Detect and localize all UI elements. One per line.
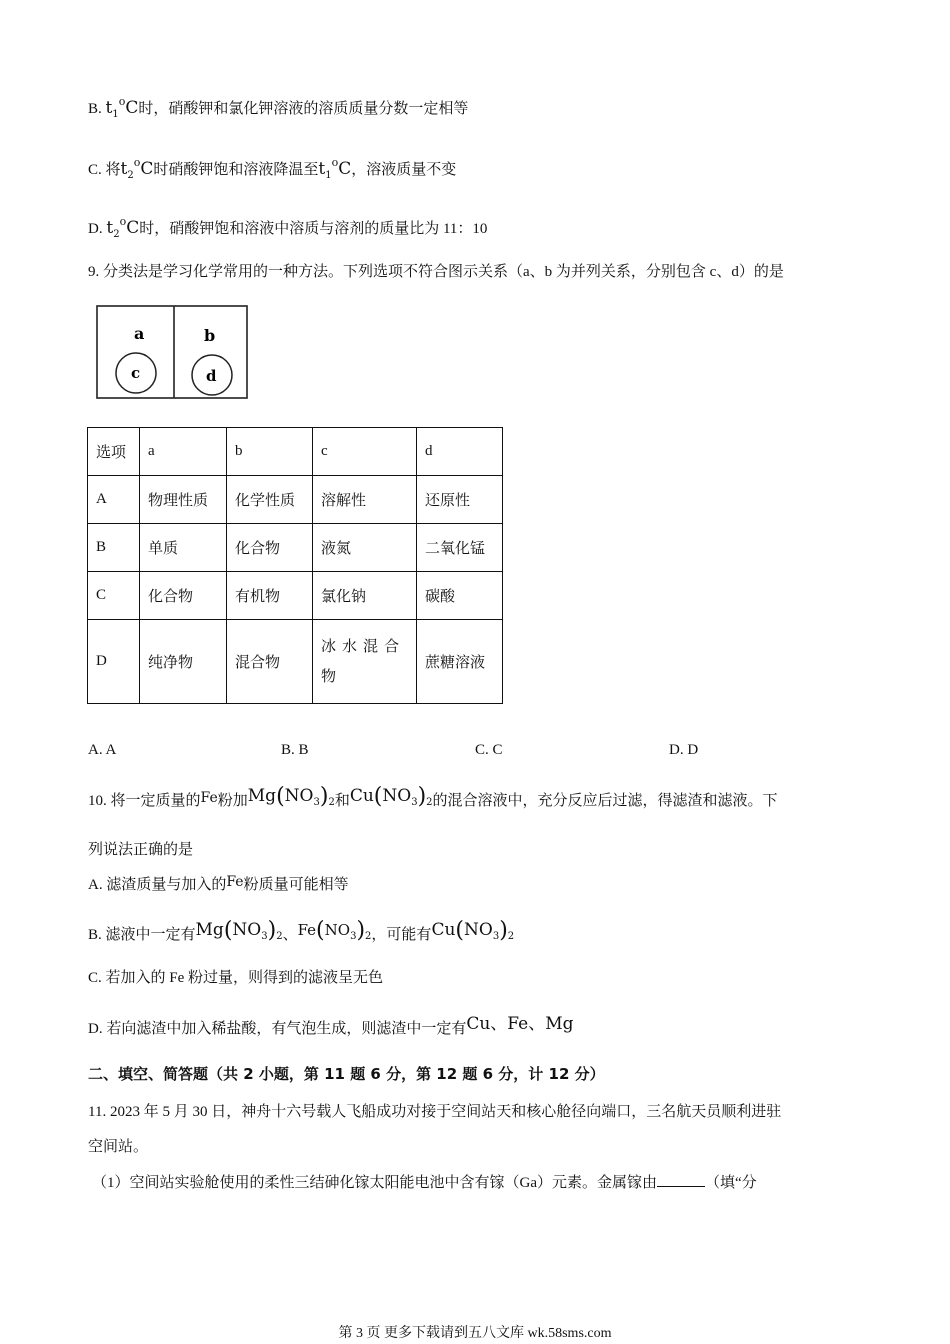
subscript: 3 [411,797,418,808]
option-text: A. 滤渣质量与加入的 [88,877,227,893]
q10-option-b[interactable] [88,920,514,947]
element-symbol: Mg [195,920,224,940]
temperature-t2 [120,156,154,181]
option-label: C. 将 [88,162,121,178]
table-cell: 单质 [140,524,227,572]
table-cell: 选项 [88,428,140,476]
temperature-t1 [318,156,352,181]
answer-blank[interactable] [657,1172,705,1187]
subscript: 2 [426,797,433,808]
formula-mg-no3-2: $Mg(NO_3)_2$ [195,918,283,943]
q11-stem-line1: 11. 2023 年 5 月 30 日，神舟十六号载人飞船成功对接于空间站天和核心舱径向端口，三名航天员顺利进驻 [88,1104,782,1120]
option-c-line [88,153,456,186]
table-row [88,524,503,572]
answer-choice-d[interactable]: D. D [669,742,699,758]
option-text: D. 若向滤渣中加入稀盐酸，有气泡生成，则滤渣中一定有 [88,1021,467,1037]
q9-answer-choices [88,742,808,762]
part-text: （填“分 [705,1175,757,1191]
table-row [88,476,503,524]
temperature-t2 [106,215,140,240]
page-footer: 第 3 页 更多下载请到五八文库 wk.58sms.com [338,1326,612,1341]
q10-stem-line1 [88,786,778,813]
separator: 、 [282,927,298,943]
element-symbol: Fe [297,921,317,939]
t-subscript: 1 [112,109,119,120]
subscript: 2 [365,931,372,942]
option-label: B. [88,101,102,117]
q11-part-1 [92,1172,757,1193]
option-text: 时，硝酸钾饱和溶液中溶质与溶剂的质量比为 11：10 [139,221,488,237]
option-text: 时，硝酸钾和氯化钾溶液的溶质质量分数一定相等 [138,101,469,117]
q10-option-c[interactable]: C. 若加入的 Fe 粉过量，则得到的滤液呈无色 [88,970,384,986]
table-cell: 二氧化锰 [417,524,503,572]
celsius-symbol: C [140,159,154,179]
formula-cu-no3-2: $Cu(NO_3)_2$ [349,784,433,809]
q10-stem-line2: 列说法正确的是 [88,842,194,858]
table-cell: 蔗糖溶液 [417,620,503,704]
table-cell: 有机物 [227,572,313,620]
table-header-row [88,428,503,476]
formula-cu-no3-2: $Cu(NO_3)_2$ [431,918,515,943]
table-cell: 混合物 [227,620,313,704]
diagram-label-c: c [131,364,141,382]
formula-mg-no3-2: $Mg(NO_3)_2$ [247,784,335,809]
subscript: 3 [350,931,357,942]
t-symbol: t [318,159,326,179]
table-cell: 碳酸 [417,572,503,620]
part-text: （1）空间站实验舱使用的柔性三结砷化镓太阳能电池中含有镓（Ga）元素。金属镓由 [92,1175,657,1191]
t-symbol: t [120,159,128,179]
table-cell: c [313,428,417,476]
element-symbol: NO [382,786,412,806]
table-cell: 还原性 [417,476,503,524]
section-2-heading: 二、填空、简答题（共 2 小题，第 11 题 6 分，第 12 题 6 分，计 12 分） [88,1065,605,1083]
subscript: 3 [313,797,320,808]
table-row [88,620,503,704]
formula-fe-no3-2: $Fe(NO_3)_2$ [297,918,372,943]
option-text: 粉质量可能相等 [243,877,349,893]
option-text: ，溶液质量不变 [351,162,457,178]
option-b-line [88,92,468,125]
t-subscript: 2 [127,170,134,181]
table-cell: A [88,476,140,524]
table-cell: 化学性质 [227,476,313,524]
celsius-symbol: C [126,218,140,238]
table-cell: 氯化钠 [313,572,417,620]
classification-diagram [96,305,248,399]
option-text: 时硝酸钾饱和溶液降温至 [153,162,319,178]
diagram-label-a: a [134,324,145,343]
table-cell: D [88,620,140,704]
q9-stem: 9. 分类法是学习化学常用的一种方法。下列选项不符合图示关系（a、b 为并列关系，分别包含 c、d）的是 [88,264,784,280]
q11-stem-line2: 空间站。 [88,1139,149,1155]
table-cell: 溶解性 [313,476,417,524]
celsius-symbol: C [125,98,139,118]
option-label: D. [88,221,103,237]
diagram-label-b: b [204,326,216,345]
formula-fe: Fe [200,790,218,806]
q10-option-d[interactable] [88,1014,574,1039]
t-symbol: t [105,98,113,118]
degree-symbol: o [133,156,141,169]
t-subscript: 1 [325,170,332,181]
subscript: 2 [328,797,335,808]
table-cell: C [88,572,140,620]
table-cell: b [227,428,313,476]
table-cell: a [140,428,227,476]
answer-choice-a[interactable]: A. A [88,742,117,758]
subscript: 2 [507,931,515,942]
stem-text: 粉加 [217,793,248,809]
stem-text: 10. 将一定质量的 [88,793,201,809]
answer-choice-b[interactable]: B. B [281,742,309,758]
element-symbol: NO [324,921,351,939]
element-symbol: NO [284,786,314,806]
table-cell: d [417,428,503,476]
answer-choice-c[interactable]: C. C [475,742,503,758]
option-text: B. 滤液中一定有 [88,927,196,943]
formula-fe: Fe [226,874,244,890]
t-subscript: 2 [113,229,120,240]
element-symbol: Cu [431,920,456,940]
degree-symbol: o [119,215,127,228]
table-cell: 化合物 [227,524,313,572]
formula-metals: Cu、Fe、Mg [466,1014,574,1034]
table-cell: 液氮 [313,524,417,572]
diagram-label-d: d [206,367,217,385]
element-symbol: Mg [247,786,277,806]
table-cell: 纯净物 [140,620,227,704]
option-d-line [88,212,487,245]
option-text: ，可能有 [371,927,432,943]
element-symbol: NO [232,920,262,940]
temperature-t1 [105,95,139,120]
stem-text: 和 [334,793,350,809]
options-table [87,427,503,704]
stem-text: 的混合溶液中，充分反应后过滤，得滤渣和滤液。下 [432,793,778,809]
t-symbol: t [106,218,114,238]
element-symbol: Cu [349,786,374,806]
q10-option-a[interactable] [88,872,349,895]
diagram-svg [96,305,248,399]
subscript: 3 [492,931,500,942]
element-symbol: NO [464,920,493,940]
degree-symbol: o [331,156,339,169]
subscript: 2 [276,931,283,942]
subscript: 3 [261,931,268,942]
table-cell: B [88,524,140,572]
table-cell: 冰水混合物 [313,620,417,704]
table-row [88,572,503,620]
degree-symbol: o [118,95,126,108]
celsius-symbol: C [338,159,352,179]
table-cell: 物理性质 [140,476,227,524]
table-cell: 化合物 [140,572,227,620]
